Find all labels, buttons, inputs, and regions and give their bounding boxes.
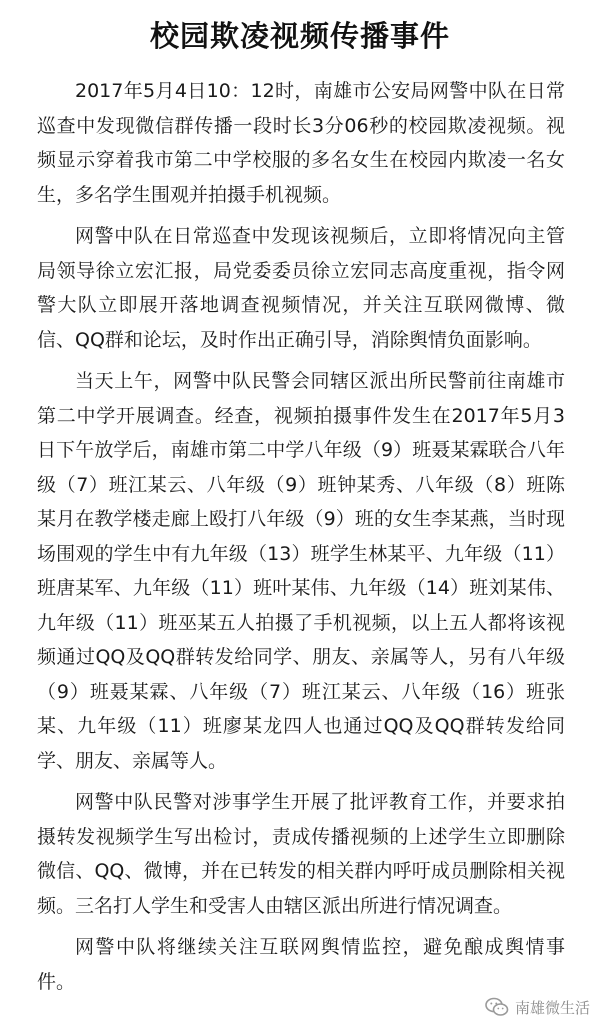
paragraph-4: 网警中队民警对涉事学生开展了批评教育工作，并要求拍摄转发视频学生写出检讨，责成传播视频的上述学生立即删除微信、QQ、微博，并在已转发的相关群内呼吁成员删除相关视频。三名打人学生和受害人由辖区派出所进行情况调查。 (37, 791, 565, 917)
wechat-icon (485, 997, 509, 1017)
paragraph-5: 网警中队将继续关注互联网舆情监控，避免酿成舆情事件。 (37, 936, 565, 993)
watermark-text: 南雄微生活 (514, 998, 590, 1017)
document-title: 校园欺凌视频传播事件 (149, 19, 450, 53)
paragraph-3: 当天上午，网警中队民警会同辖区派出所民警前往南雄市第二中学开展调查。经查，视频拍摄事件发生在2017年5月3日下午放学后，南雄市第二中学八年级（9）班聂某霖联合八年级（7）班江某云、八年级（9）班钟某秀、八年级（8）班陈某月在教学楼走廊上殴打八年级（9）班的女生李某燕，当时现场围观的学生中有九年级（13）班学生林某平、九年级（11）班唐某军、九年级（11）班叶某伟、九年级（14）班刘某伟、九年级（11）班巫某五人拍摄了手机视频，以上五人都将该视频通过QQ及QQ群转发给同学、朋友、亲属等人，另有八年级（9）班聂某霖、八年级（7）班江某云、八年级（16）班张某、九年级（11）班廖某龙四人也通过QQ及QQ群转发给同学、朋友、亲属等人。 (37, 370, 565, 772)
paragraph-2: 网警中队在日常巡查中发现该视频后，立即将情况向主管局领导徐立宏汇报，局党委委员徐立宏同志高度重视，指令网警大队立即展开落地调查视频情况，并关注互联网微博、微信、QQ群和论坛，及时作出正确引导，消除舆情负面影响。 (37, 225, 565, 351)
watermark (485, 994, 590, 1020)
paragraph-1: 2017年5月4日10：12时，南雄市公安局网警中队在日常巡查中发现微信群传播一段时长3分06秒的校园欺凌视频。视频显示穿着我市第二中学校服的多名女生在校园内欺凌一名女生，多名学生围观并拍摄手机视频。 (37, 80, 565, 206)
document-body (37, 74, 565, 1006)
